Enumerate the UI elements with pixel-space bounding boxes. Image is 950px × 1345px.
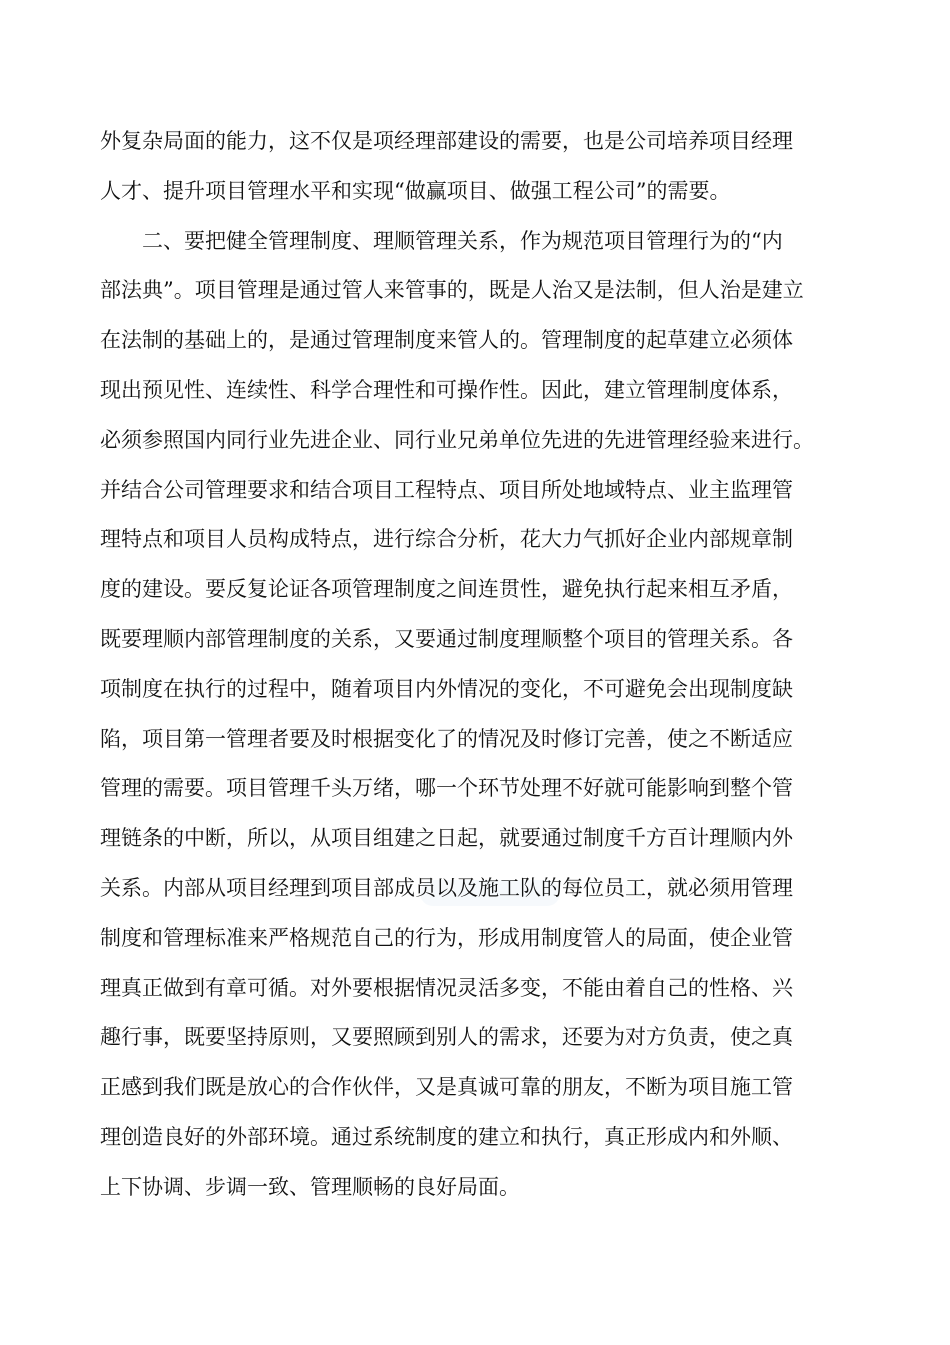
text-line: 陷，项目第一管理者要及时根据变化了的情况及时修订完善，使之不断适应 <box>100 726 793 751</box>
text-line: 部法典”。项目管理是通过管人来管事的，既是人治又是法制，但人治是建立 <box>100 278 804 303</box>
text-line: 趣行事，既要坚持原则，又要照顾到别人的需求，还要为对方负责，使之真 <box>100 1025 793 1050</box>
text-line: 项制度在执行的过程中，随着项目内外情况的变化，不可避免会出现制度缺 <box>100 676 793 701</box>
text-line: 既要理顺内部管理制度的关系，又要通过制度理顺整个项目的管理关系。各 <box>100 626 793 651</box>
text-line: 外复杂局面的能力，这不仅是项经理部建设的需要，也是公司培养项目经理 <box>100 129 793 153</box>
text-line: 必须参照国内同行业先进企业、同行业兄弟单位先进的先进管理经验来进行。 <box>100 427 814 452</box>
text-line: 理链条的中断，所以，从项目组建之日起，就要通过制度千方百计理顺内外 <box>100 826 793 851</box>
text-line: 并结合公司管理要求和结合项目工程特点、项目所处地域特点、业主监理管 <box>100 477 793 502</box>
text-line: 理创造良好的外部环境。通过系统制度的建立和执行，真正形成内和外顺、 <box>100 1124 793 1149</box>
text-line: 上下协调、步调一致、管理顺畅的良好局面。 <box>100 1174 520 1199</box>
text-line: 人才、提升项目管理水平和实现“做赢项目、做强工程公司”的需要。 <box>100 178 731 203</box>
text-line: 现出预见性、连续性、科学合理性和可操作性。因此，建立管理制度体系， <box>100 377 793 402</box>
text-line: 正感到我们既是放心的合作伙伴，又是真诚可靠的朋友，不断为项目施工管 <box>100 1075 793 1100</box>
text-line: 关系。内部从项目经理到项目部成员以及施工队的每位员工，就必须用管理 <box>100 875 793 900</box>
body-text <box>100 117 820 1213</box>
text-line: 在法制的基础上的，是通过管理制度来管人的。管理制度的起草建立必须体 <box>100 328 793 353</box>
text-line: 管理的需要。项目管理千头万绪，哪一个环节处理不好就可能影响到整个管 <box>100 776 793 801</box>
text-line: 二、要把健全管理制度、理顺管理关系，作为规范项目管理行为的“内 <box>142 228 783 253</box>
text-line: 理真正做到有章可循。对外要根据情况灵活多变，不能由着自己的性格、兴 <box>100 975 793 1000</box>
text-line: 度的建设。要反复论证各项管理制度之间连贯性，避免执行起来相互矛盾， <box>100 577 793 602</box>
text-line: 制度和管理标准来严格规范自己的行为，形成用制度管人的局面，使企业管 <box>100 925 793 950</box>
text-line: 理特点和项目人员构成特点，进行综合分析，花大力气抓好企业内部规章制 <box>100 527 793 552</box>
